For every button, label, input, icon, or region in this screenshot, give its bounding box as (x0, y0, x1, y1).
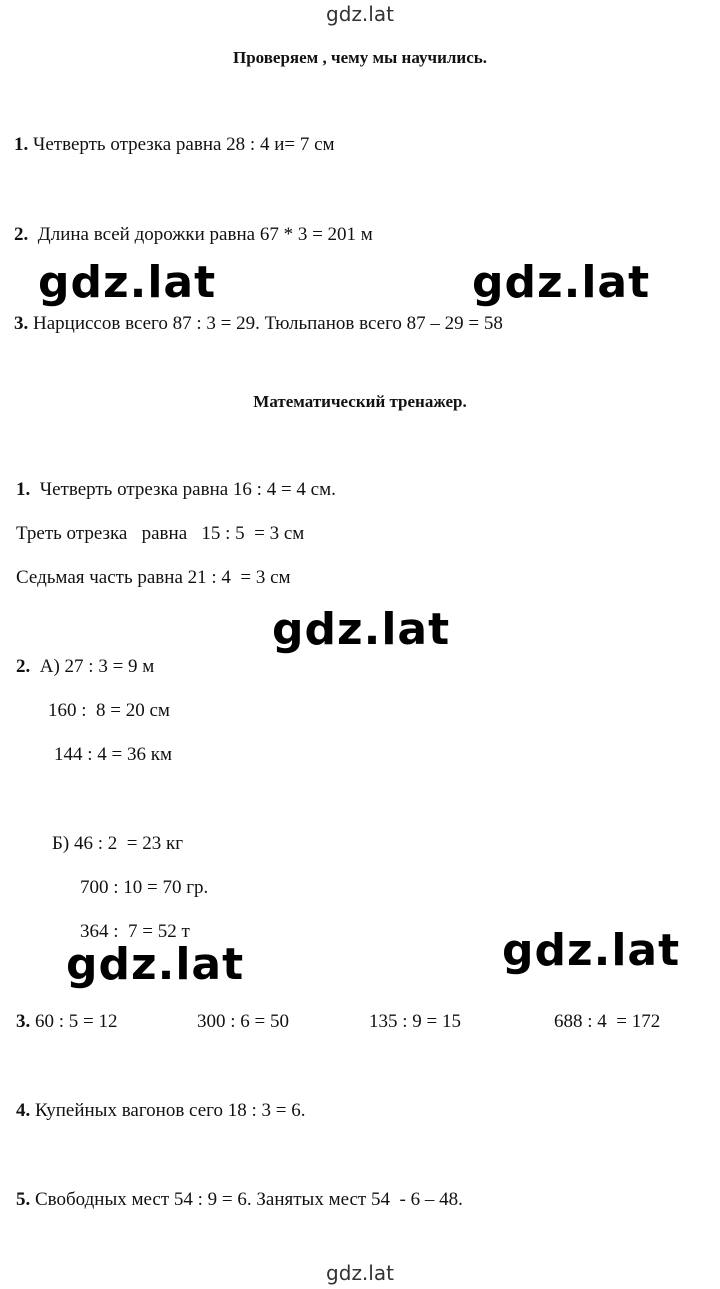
check-item-2 (14, 224, 373, 246)
trainer-task-2-a-line-3: 144 : 4 = 36 км (54, 744, 172, 765)
trainer-task-4 (16, 1100, 305, 1122)
item-text: А) 27 : 3 = 9 м (30, 656, 155, 677)
trainer-task-2-a-line-1 (16, 656, 154, 678)
trainer-task-1-line-2: Треть отрезка равна 15 : 5 = 3 см (16, 523, 305, 544)
watermark-logo: gdz.lat (472, 257, 651, 308)
trainer-task-3-number (16, 1011, 118, 1033)
item-number: 1. (16, 479, 31, 500)
watermark-logo: gdz.lat (272, 604, 451, 655)
trainer-task-2-b-line-3: 364 : 7 = 52 т (80, 921, 190, 937)
item-number: 4. (16, 1100, 31, 1121)
item-text: Купейных вагонов сего 18 : 3 = 6. (30, 1100, 306, 1121)
item-text: Четверть отрезка равна 28 : 4 и= 7 см (28, 134, 335, 155)
item-text: Четверть отрезка равна 16 : 4 = 4 см. (30, 479, 336, 500)
trainer-task-2-b-line-1: Б) 46 : 2 = 23 кг (52, 833, 184, 854)
item-number: 3. (16, 1011, 31, 1032)
header-site-name: gdz.lat (326, 2, 394, 26)
section-title-trainer: Математический тренажер. (253, 392, 467, 411)
watermark-logo: gdz.lat (502, 925, 681, 976)
expression-1: 60 : 5 = 12 (30, 1011, 118, 1032)
item-number: 1. (14, 134, 29, 155)
item-number: 3. (14, 313, 29, 334)
item-number: 2. (14, 224, 29, 245)
item-number: 2. (16, 656, 31, 677)
section-title-check: Проверяем , чему мы научились. (232, 48, 487, 67)
item-text: Нарциссов всего 87 : 3 = 29. Тюльпанов всего 87 – 29 = 58 (28, 313, 503, 334)
footer-site-name: gdz.lat (326, 1261, 394, 1285)
watermark-logo: gdz.lat (66, 939, 245, 990)
watermark-logo: gdz.lat (38, 257, 217, 308)
trainer-task-2-b-line-3-clipped (80, 919, 280, 937)
trainer-task-2-b-line-2: 700 : 10 = 70 гр. (80, 877, 209, 898)
trainer-task-1-line-3: Седьмая часть равна 21 : 4 = 3 см (16, 567, 291, 588)
expression-4: 688 : 4 = 172 (554, 1011, 661, 1032)
check-item-1 (14, 134, 335, 156)
expression-3: 135 : 9 = 15 (369, 1011, 461, 1032)
expression-2: 300 : 6 = 50 (197, 1011, 289, 1032)
trainer-task-5 (16, 1189, 463, 1211)
trainer-task-2-a-line-2: 160 : 8 = 20 см (48, 700, 170, 721)
trainer-task-1-line-1 (16, 479, 336, 501)
item-text: Длина всей дорожки равна 67 * 3 = 201 м (28, 224, 373, 245)
item-text: Свободных мест 54 : 9 = 6. Занятых мест 54 - 6 – 48. (30, 1189, 463, 1210)
item-number: 5. (16, 1189, 31, 1210)
check-item-3 (14, 313, 503, 335)
